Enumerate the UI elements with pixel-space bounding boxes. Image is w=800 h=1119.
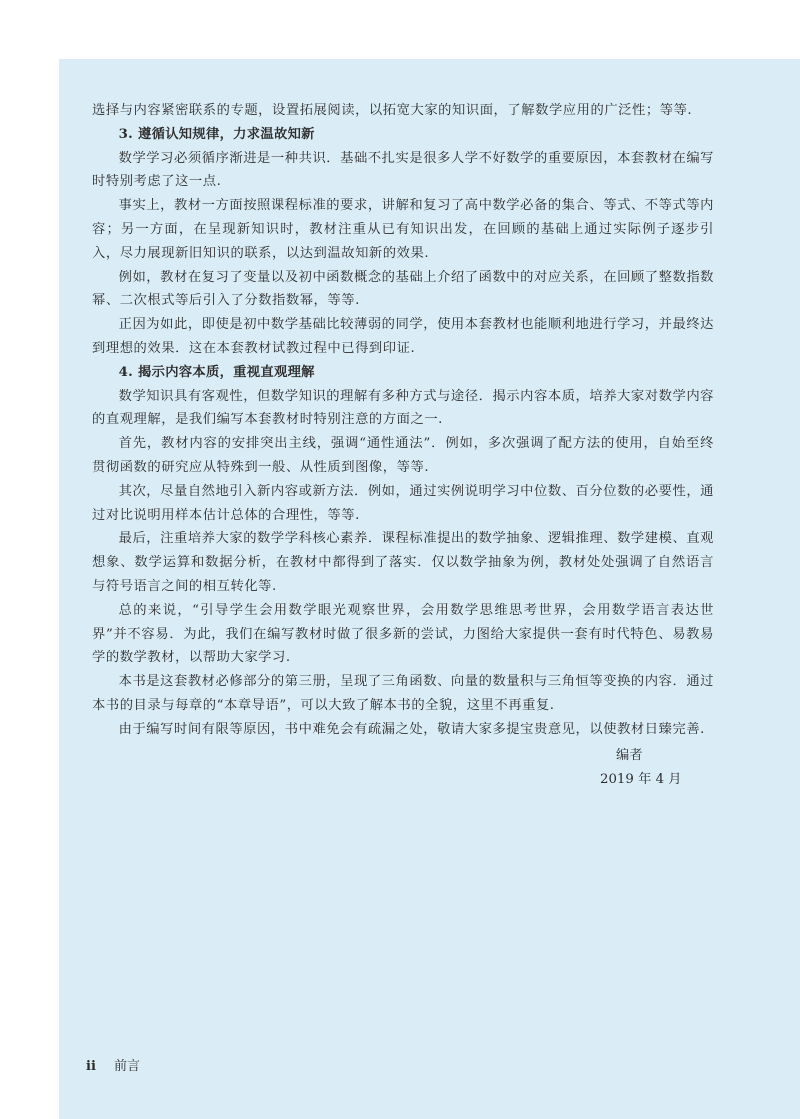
preface-body	[92, 99, 714, 742]
paragraph: 总的来说，“引导学生会用数学眼光观察世界，会用数学思维思考世界，会用数学语言表达世界”并不容易．为此，我们在编写教材时做了很多新的尝试，力图给大家提供一套有时代特色、易教易学的数学教材，以帮助大家学习.	[92, 602, 714, 666]
paragraph: 事实上，教材一方面按照课程标准的要求，讲解和复习了高中数学必备的集合、等式、不等式等内容；另一方面，在呈现新知识时，教材注重从已有知识出发，在回顾的基础上通过实际例子逐步引入，尽力展现新旧知识的联系，以达到温故知新的效果.	[92, 198, 715, 261]
paragraph: 由于编写时间有限等原因，书中难免会有疏漏之处，敬请大家多提宝贵意见，以使教材日臻完善.	[118, 721, 705, 737]
signature-date: 2019 年 4 月	[600, 771, 682, 787]
paragraph: 数学学习必须循序渐进是一种共识．基础不扎实是很多人学不好数学的重要原因，本套教材在编写时特别考虑了这一点.	[92, 150, 715, 190]
paragraph: 例如，教材在复习了变量以及初中函数概念的基础上介绍了函数中的对应关系，在回顾了整数指数幂、二次根式等后引入了分数指数幂，等等.	[92, 269, 715, 309]
paragraph: 本书是这套教材必修部分的第三册，呈现了三角函数、向量的数量积与三角恒等变换的内容．通过本书的目录与每章的“本章导语”，可以大致了解本书的全貌，这里不再重复.	[92, 674, 715, 713]
section-heading: 4. 揭示内容本质，重视直观理解	[118, 364, 315, 380]
signature-block	[580, 744, 700, 792]
page-footer	[86, 1055, 140, 1074]
paragraph: 正因为如此，即使是初中数学基础比较薄弱的同学，使用本套教材也能顺利地进行学习，并最终达到理想的效果．这在本套教材试教过程中已得到印证.	[92, 317, 715, 356]
paragraph: 首先，教材内容的安排突出主线，强调“通性通法”．例如，多次强调了配方法的使用，自始至终贯彻函数的研究应从特殊到一般、从性质到图像，等等.	[92, 436, 714, 475]
paragraph: 选择与内容紧密联系的专题，设置拓展阅读，以拓宽大家的知识面，了解数学应用的广泛性；等等.	[92, 103, 693, 118]
paragraph: 最后，注重培养大家的数学学科核心素养．课程标准提出的数学抽象、逻辑推理、数学建模、直观想象、数学运算和数据分析，在教材中都得到了落实．仅以数学抽象为例，教材处处强调了自然语言与符号语言之间的相互转化等.	[92, 531, 715, 594]
page-number: ii	[86, 1059, 96, 1074]
paragraph: 其次，尽量自然地引入新内容或新方法．例如，通过实例说明学习中位数、百分位数的必要性，通过对比说明用样本估计总体的合理性，等等.	[92, 483, 715, 523]
signature-editor: 编者	[616, 748, 643, 763]
paragraph: 数学知识具有客观性，但数学知识的理解有多种方式与途径．揭示内容本质，培养大家对数学内容的直观理解，是我们编写本套教材时特别注意的方面之一.	[92, 388, 715, 428]
section-heading: 3. 遵循认知规律，力求温故知新	[118, 126, 315, 142]
footer-section-title: 前言	[114, 1059, 141, 1074]
